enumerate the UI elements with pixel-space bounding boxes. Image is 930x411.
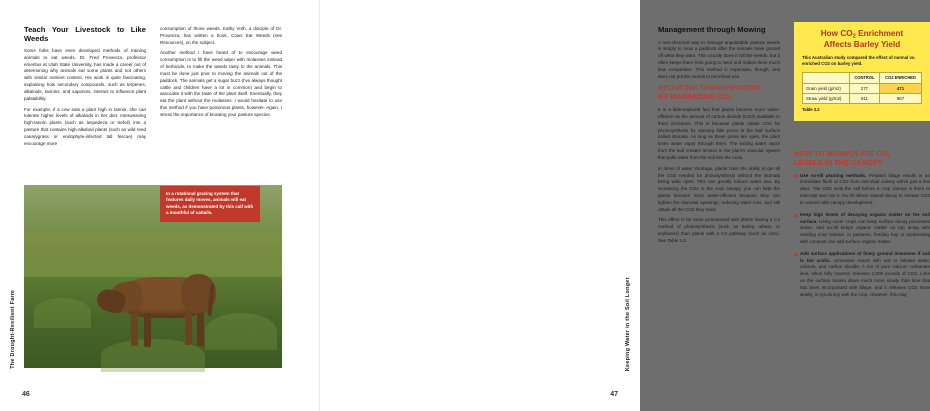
right-column-two — [794, 150, 930, 303]
list-item — [794, 212, 930, 246]
section-heading-mowing: Management through Mowing — [658, 25, 766, 34]
grain-yield-control: 277 — [849, 83, 879, 93]
calf-leg — [144, 313, 151, 347]
paragraph: This effect is far more pronounced with plants having a C4 method of photosynthesis (such as barley, wheat, or soybeans) than plants with a C4 pathway (such as corn). See Table 3.2. — [658, 217, 780, 243]
left-column-two — [160, 26, 282, 123]
section-heading-manipulate-co2 — [794, 150, 930, 168]
calf-leg — [197, 313, 204, 347]
paragraph: Some folks have even developed methods of training animals to eat weeds. Dr. Fred Provenza, professor emeritus at Utah State University, has made a career out of determining why animals eat some plants and not others with similar nutrient content. His work is quite fascinating, explaining how secondary compounds, such as terpenes, alkaloids, tannins, and saponins, interact to influence plant palatability. — [24, 48, 146, 101]
grass-tuft — [34, 298, 91, 327]
row-label-straw-yield: Straw yield (g/m2) — [803, 94, 850, 104]
bullet-text: Preplant tillage results in an immediate flush of CO2 from microbial activity within just a few days. The CO2 exits the soil before a crop canopy is there to intercept and use it. No-till allows natural decay to release CO2 in concert with canopy development. — [800, 172, 930, 205]
sidebar-title-line-1: How $CO_2$ Enrichment — [820, 29, 904, 40]
row-label-grain-yield: Grain yield (g/m2) — [803, 83, 850, 93]
straw-yield-enriched: 967 — [880, 94, 922, 104]
sidebar-title — [802, 29, 922, 49]
paragraph: It is a little-explored fact that plants become more water-efficient as the amount of carbon dioxide (CO2) available to them increases. This is because plants obtain CO2 for photosynthesis by opening little pores in the leaf surface called stomata. As long as these pores are open, the plant loses water vapor through them. The exiting water vapor from the leaf creates tension in the plant's vascular system that pulls water from the soil into the roots. — [658, 107, 780, 160]
page-number-right: 47 — [610, 391, 618, 398]
right-column-one — [658, 26, 780, 249]
col-head-blank — [803, 73, 850, 83]
bullet-lead: Add surface applications of finely ground limestone if soil is too acidic. — [800, 250, 930, 263]
bullet-lead: Keep high levels of decaying organic matter on the soil surface. — [800, 211, 930, 224]
calf-leg — [185, 312, 192, 346]
calf-leg — [131, 313, 138, 347]
heading-line-2: BY MAXIMIZING $CO_2$ — [658, 91, 731, 103]
running-head-right: Keeping Water in the Soil Longer — [625, 276, 631, 371]
heading-line-1: REDUCING TRANSPIRATION — [658, 83, 761, 93]
calf-subject — [112, 266, 231, 350]
paragraph: A non-chemical way to manage unpalatable pasture weeds is simply to mow a paddock after the animals have grazed off what they want. This usually doesn't kill the weeds, but it often keeps them from going to seed and makes them much less competitive. This method is expensive, though, and does not put the weeds to beneficial use. — [658, 39, 780, 79]
paragraph: In times of water shortage, plants have the ability to get all the CO2 needed for photosynthesis without the stomata being wide open. This can greatly reduce water use. By increasing the CO2 in the crop canopy, you can help the plants become more water-efficient because they can tighten the stomatal openings, reducing water loss, and still obtain all the CO2 they need. — [658, 165, 780, 212]
heading-line-2: LEVELS IN THE CANOPY — [794, 158, 883, 168]
section-heading-reducing-transpiration — [658, 84, 780, 102]
left-page — [0, 0, 320, 411]
sidebar-co2-enrichment — [794, 22, 930, 121]
paragraph: For example, if a cow eats a plant high in tannin, she can tolerate higher levels of alkaloids in her diet. Interweaving high-tannin plants (such as lespedeza or trefoil) into a pasture that contains high-alkaloid plants (such as wild reed canarygrass or endophyte-infected tall fescue) may encourage more — [24, 106, 146, 146]
list-item — [794, 173, 930, 207]
bullet-text: Using cover crops can keep surface decay processes active, and no-till keeps organic matter on top along with residing crop residue. In pastures, feeding hay or topdressing with compost can add surface organic matter. — [800, 218, 930, 244]
table-row — [803, 94, 922, 104]
running-head-left: The Drought-Resilient Farm — [10, 290, 16, 369]
page-number-left: 46 — [22, 391, 30, 398]
paragraph: consumption of those weeds. Kathy Voth, a disciple of Dr. Provenza, has written a book, Cows Eat Weeds (see Resources), on the subject. — [160, 26, 282, 45]
table-row — [803, 83, 922, 93]
right-page — [320, 0, 930, 411]
sidebar-title-line-2: Affects Barley Yield — [823, 39, 901, 49]
photo-caption: In a rotational grazing system that features daily moves, animals will eat weeds, as demonstrated by this calf with a mouthful of cattails. — [160, 186, 260, 222]
bullet-text: Limestone reacts with soil to release water, calcium, and carbon dioxide. A ton of pure calcium carbonate lime, when fully reacted, releases 1,200 pounds of CO2. Lime on the surface breaks down much more slowly than lime that has been incorporated with tillage, and it releases CO2 more slowly, in synchrony with the crop. However, this may — [800, 257, 930, 297]
grain-yield-enriched: 471 — [880, 83, 922, 93]
table-header-row — [803, 73, 922, 83]
col-head-control: CONTROL — [849, 73, 879, 83]
bullet-lead: Use no-till planting methods. — [800, 172, 867, 178]
co2-manipulation-list — [794, 173, 930, 299]
barley-yield-table — [802, 72, 922, 104]
sidebar-intro: This Australian study compared the effect of normal vs. enriched CO2 on barley yield. — [802, 55, 916, 67]
col-head-enriched: CO2 ENRICHED — [880, 73, 922, 83]
paragraph: Another method I have heard of to encourage weed consumption is to fill the weed wiper with molasses instead of herbicide, to make the weeds tasty to the animals. This must be done just prior to moving the animals out of the paddock. The animals get a sugar buzz (I've always thought cattle and children have a lot in common) and begin to associate it with the taste of the plant itself. Eventually, they eat the plant without the molasses. I would hesitate to use this method if you have poisonous plants, however. Again, I stress the importance of knowing your pasture species. — [160, 50, 282, 117]
straw-yield-control: 511 — [849, 94, 879, 104]
list-item — [794, 251, 930, 299]
section-heading-teach-livestock: Teach Your Livestock to Like Weeds — [24, 25, 146, 43]
left-column-one — [24, 26, 146, 151]
sidebar-table-number: Table 3.2 — [802, 107, 820, 113]
heading-line-1: HOW TO MANIPULATE $CO_2$ — [794, 149, 891, 160]
